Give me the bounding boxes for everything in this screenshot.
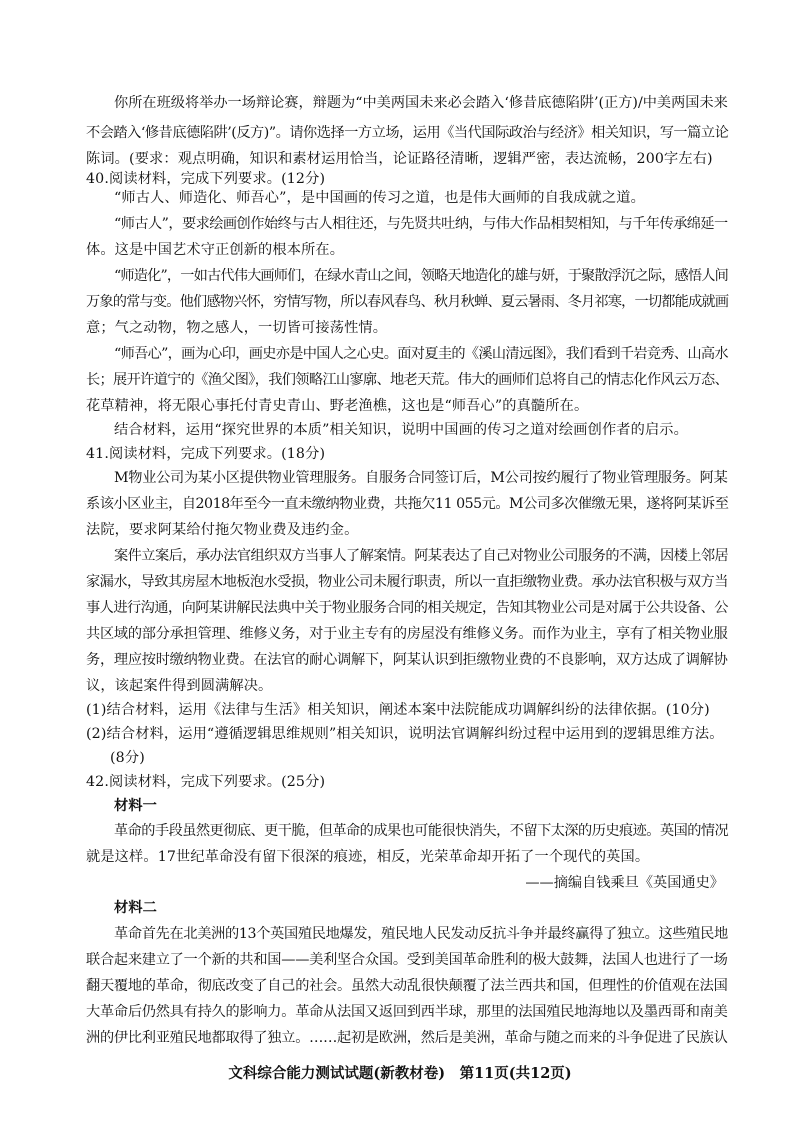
q41-line-4: 案件立案后，承办法官组织双方当事人了解案情。阿某表达了自己对物业公司服务的不满，因楼上邻居 [114, 548, 729, 564]
q42-m1-line-1: 革命的手段虽然更彻底、更干脆，但革命的成果也可能很快消失，不留下太深的历史痕迹。英国的情况 [114, 823, 729, 839]
q42-header: 42.阅读材料，完成下列要求。(25分) [86, 774, 326, 790]
q42-m2-line-2: 联合起来建立了一个新的共和国——美利坚合众国。受到美国革命胜利的极大鼓舞，法国人也进行了一场 [86, 952, 728, 968]
q42-m2-line-1: 革命首先在北美洲的13个英国殖民地爆发，殖民地人民发动反抗斗争并最终赢得了独立。这些殖民地 [114, 926, 728, 942]
page-footer: 文科综合能力测试试题(新教材卷) 第11页(共12页) [228, 1065, 572, 1082]
q42-material-1-title: 材料一 [114, 798, 158, 814]
q40-line-6: 意；气之动物，物之感人，一切皆可接荡性情。 [86, 320, 388, 336]
q42-m1-line-2: 就是这样。17世纪革命没有留下很深的痕迹，相反，光荣革命却开拓了一个现代的英国。 [86, 849, 650, 865]
q41-line-3: 法院，要求阿某给付拖欠物业费及违约金。 [86, 522, 359, 538]
q41-task-2-score: (8分) [110, 750, 145, 766]
q41-line-6: 事人进行沟通，向阿某讲解民法典中关于物业服务合同的相关规定，告知其物业公司是对属于公共设备、公 [86, 600, 728, 616]
q42-m2-line-5: 洲的伊比利亚殖民地都取得了独立。……起初是欧洲，然后是美洲，革命与随之而来的斗争促进了民族认 [86, 1030, 728, 1046]
q40-line-2: “师古人”，要求绘画创作始终与古人相往还，与先贤共吐纳，与伟大作品相契相知，与千年传承绵延一 [114, 216, 728, 232]
q41-line-7: 共区域的部分承担管理、维修义务，对于业主专有的房屋没有维修义务。而作为业主，享有了相关物业服 [86, 626, 728, 642]
q40-line-7: “师吾心”，画为心印，画史亦是中国人之心史。面对夏圭的《溪山清远图》，我们看到千岩竞秀、山高水 [114, 346, 728, 362]
q40-line-8: 长；展开许道宁的《渔父图》，我们领略江山寥廓、地老天荒。伟大的画师们总将自己的情志化作风云万态、 [86, 372, 729, 388]
q41-line-5: 家漏水，导致其房屋木地板泡水受损，物业公司未履行职责，所以一直拒缴物业费。承办法官积极与双方当 [86, 574, 728, 590]
q41-line-8: 务，理应按时缴纳物业费。在法官的耐心调解下，阿某认识到拒缴物业费的不良影响，双方达成了调解协 [86, 652, 728, 668]
q40-task: 结合材料，运用“探究世界的本质”相关知识，说明中国画的传习之道对绘画创作者的启示。 [114, 422, 688, 438]
q40-line-1: “师古人、师造化、师吾心”，是中国画的传习之道，也是伟大画师的自我成就之道。 [114, 190, 645, 206]
q39-line-1: 你所在班级将举办一场辩论赛，辩题为“中美两国未来必会踏入‘修昔底德陷阱’(正方)/中美两国未来 [114, 95, 728, 111]
q39-line-2: 不会踏入‘修昔底德陷阱’(反方)”。请你选择一方立场，运用《当代国际政治与经济》相关知识，写一篇立论 [86, 125, 729, 141]
q42-m1-source: ——摘编自钱乘旦《英国通史》 [525, 875, 724, 891]
q40-line-3: 体。这是中国艺术守正创新的根本所在。 [86, 242, 345, 258]
q41-task-1: (1)结合材料，运用《法律与生活》相关知识，阐述本案中法院能成功调解纠纷的法律依据。(10分) [86, 702, 710, 718]
q40-line-5: 万象的常与变。他们感物兴怀，穷情写物，所以春风春鸟、秋月秋蝉、夏云暑雨、冬月祁寒，一切都能成就画 [86, 294, 729, 310]
q42-material-2-title: 材料二 [114, 900, 158, 916]
q41-task-2: (2)结合材料，运用“遵循逻辑思维规则”相关知识，说明法官调解纠纷过程中运用到的逻辑思维方法。 [86, 726, 724, 742]
q41-line-1: M物业公司为某小区提供物业管理服务。自服务合同签订后，M公司按约履行了物业管理服务。阿某 [114, 470, 728, 486]
q42-m2-line-3: 翻天覆地的革命，彻底改变了自己的社会。虽然大动乱很快颠覆了法兰西共和国，但理性的价值观在法国 [86, 978, 728, 994]
q40-line-4: “师造化”，一如古代伟大画师们，在绿水青山之间，领略天地造化的雄与妍，于聚散浮沉之际，感悟人间 [114, 268, 728, 284]
q40-line-9: 花草精神，将无限心事托付青史青山、野老渔樵，这也是“师吾心”的真髓所在。 [86, 398, 589, 414]
q39-line-3: 陈词。(要求：观点明确，知识和素材运用恰当，论证路径清晰，逻辑严密，表达流畅，200字左右) [86, 151, 713, 167]
q42-m2-line-4: 大革命后仍然具有持久的影响力。革命从法国又返回到西半球，那里的法国殖民地海地以及墨西哥和南美 [86, 1004, 728, 1020]
q41-header: 41.阅读材料，完成下列要求。(18分) [86, 446, 326, 462]
q41-line-9: 议，该起案件得到圆满解决。 [86, 678, 273, 694]
q41-line-2: 系该小区业主，自2018年至今一直未缴纳物业费，共拖欠11 055元。M公司多次催缴无果，遂将阿某诉至 [86, 496, 729, 512]
q40-header: 40.阅读材料，完成下列要求。(12分) [86, 171, 326, 187]
